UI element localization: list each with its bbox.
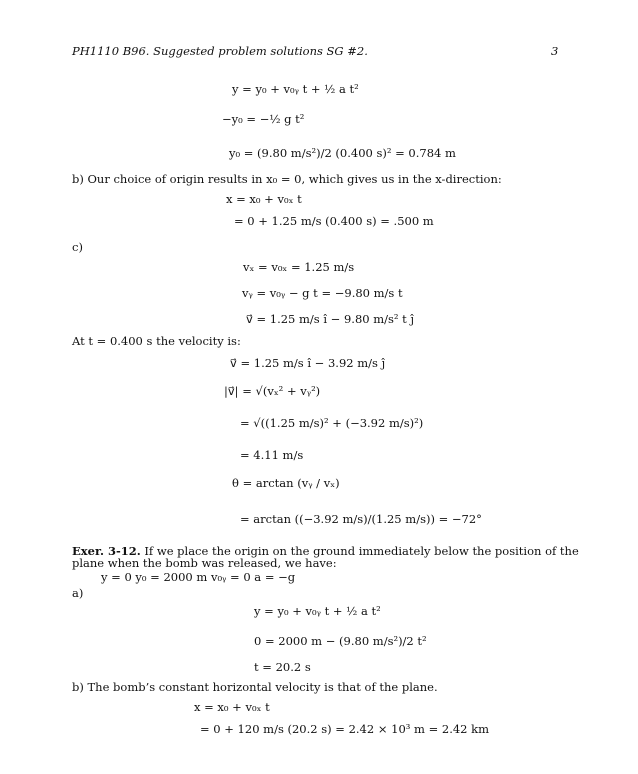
text-line: = 0 + 120 m/s (20.2 s) = 2.42 × 10³ m = 2.42 km — [200, 722, 490, 736]
page-number: 3 — [551, 44, 559, 58]
page-header-title: PH1110 B96. Suggested problem solutions SG #2. — [72, 44, 368, 58]
text-line: t = 20.2 s — [254, 660, 311, 674]
text-line: x = x₀ + v₀ₓ t — [226, 192, 302, 206]
text-line: At t = 0.400 s the velocity is: — [72, 334, 241, 348]
text-line: x = x₀ + v₀ₓ t — [194, 700, 270, 714]
text-line: = arctan ((−3.92 m/s)/(1.25 m/s)) = −72° — [240, 512, 482, 526]
text-line: vₓ = v₀ₓ = 1.25 m/s — [243, 260, 355, 274]
text-line: b) Our choice of origin results in x₀ = 0, which gives us in the x-direction: — [72, 172, 502, 186]
text-line: a) — [72, 586, 84, 600]
text-line: 0 = 2000 m − (9.80 m/s²)/2 t² — [254, 634, 427, 648]
text-line: v⃗ = 1.25 m/s î − 3.92 m/s ĵ — [230, 356, 386, 370]
text-line: plane when the bomb was released, we have: — [72, 556, 337, 570]
text-line: y = y₀ + v₀ᵧ t + ½ a t² — [232, 82, 359, 96]
text-line: v⃗ = 1.25 m/s î − 9.80 m/s² t ĵ — [246, 312, 415, 326]
text-line: y = y₀ + v₀ᵧ t + ½ a t² — [254, 604, 381, 618]
exercise-label: Exer. 3-12. — [72, 544, 141, 558]
text-line: θ = arctan (vᵧ / vₓ) — [232, 476, 340, 490]
text-line: b) The bomb’s constant horizontal velocity is that of the plane. — [72, 680, 438, 694]
text-line: = 4.11 m/s — [240, 448, 304, 462]
text-line: |v⃗| = √(vₓ² + vᵧ²) — [224, 384, 321, 398]
text-line: = 0 + 1.25 m/s (0.400 s) = .500 m — [234, 214, 434, 228]
text-line: c) — [72, 240, 83, 254]
text-line: Exer. 3-12. If we place the origin on the ground immediately below the position of the — [72, 544, 579, 558]
text-line: y₀ = (9.80 m/s²)/2 (0.400 s)² = 0.784 m — [229, 146, 456, 160]
text-line: y = 0 y₀ = 2000 m v₀ᵧ = 0 a = −g — [101, 570, 296, 584]
text-line: = √((1.25 m/s)² + (−3.92 m/s)²) — [240, 416, 424, 430]
text-line: −y₀ = −½ g t² — [222, 112, 305, 126]
text-line: vᵧ = v₀ᵧ − g t = −9.80 m/s t — [242, 286, 403, 300]
